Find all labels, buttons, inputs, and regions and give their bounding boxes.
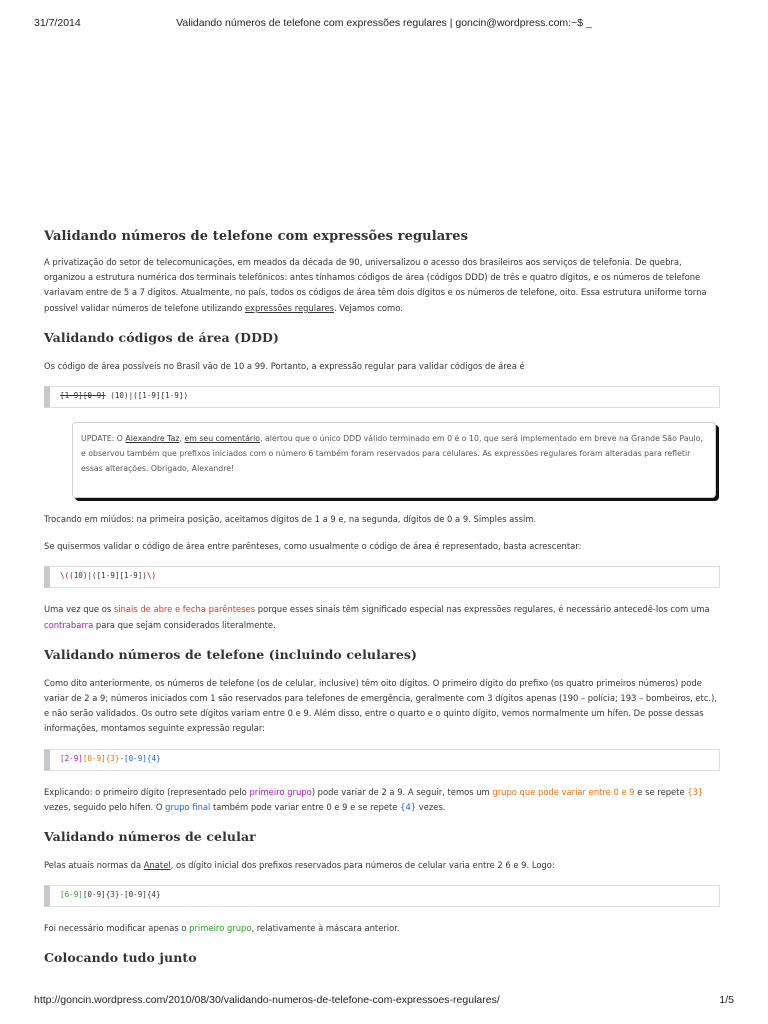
page-number: 1/5 xyxy=(719,994,734,1006)
p2-c: e se repete xyxy=(634,786,688,797)
p4-red: sinais de abre e fecha parênteses xyxy=(113,604,256,615)
mobile-paragraph-1 xyxy=(44,858,720,873)
phone-paragraph-2 xyxy=(44,785,720,815)
section-heading-phone: Validando números de telefone (incluindo celulares) xyxy=(44,646,418,662)
regex-link[interactable]: expressões regulares xyxy=(244,302,334,313)
ddd-paragraph-4 xyxy=(44,602,720,632)
code-group-1: [2-9] xyxy=(60,753,83,763)
p2-f: vezes. xyxy=(416,801,446,812)
section-heading-together: Colocando tudo junto xyxy=(44,950,197,966)
p2-orange-2: {3} xyxy=(687,786,704,797)
code-strike: [1-9][0-9] xyxy=(60,391,106,401)
update-text xyxy=(81,431,705,477)
article-title: Validando números de telefone com expressões regulares xyxy=(44,229,469,244)
m-p2-a: Foi necessário modificar apenas o xyxy=(44,923,190,934)
print-header xyxy=(0,17,768,33)
p4-c: para que sejam considerados literalmente. xyxy=(93,619,276,630)
intro-text: A privatização do setor de telecomunicações, em meados da década de 90, universalizou o acesso dos brasileiros aos serviços de telefonia. De quebra, organizou a estrutura numérica dos terminais telefônicos: antes tínhamos códigos de área (códigos DDD) de três e quatro dígitos, e os números de telefone variavam entre de 5 a 7 dígitos. Atualmente, no país, todos os códigos de área têm dois dígitos e os números de telefone, oito. Essa estrutura uniforme torna possível validar números de telefone utilizando xyxy=(44,257,707,313)
code-block-phone xyxy=(44,749,720,771)
code-dash: - xyxy=(119,753,125,763)
code-rest: (10)|([1-9][1-9]) xyxy=(105,391,189,401)
intro-tail: . Vejamos como. xyxy=(333,302,403,313)
update-body: , alertou que o único DDD válido terminado em 0 é o 10, que será implementado em breve na Grande São Paulo, e observou também que prefixos iniciados com o número 6 também foram reservados para celulares. As expressões regulares foram alteradas para refletir essas alterações. Obrigado, Alexandre! xyxy=(81,434,703,474)
p2-blue-1: grupo final xyxy=(165,801,211,812)
code-block-ddd-parens xyxy=(44,566,720,588)
p2-orange-1: grupo que pode variar entre 0 e 9 xyxy=(492,786,635,797)
comment-link[interactable]: em seu comentário xyxy=(184,434,261,444)
update-prefix: UPDATE: O xyxy=(81,434,126,444)
mobile-paragraph-2 xyxy=(44,921,720,936)
code-group-2: [0-9] xyxy=(82,753,106,763)
print-url: http://goncin.wordpress.com/2010/08/30/validando-numeros-de-telefone-com-expressoes-regulares/ xyxy=(34,994,500,1006)
update-sep: , xyxy=(179,434,185,444)
ddd-paragraph-2: Trocando em miúdos: na primeira posição, aceitamos dígitos de 1 a 9 e, na segunda, dígitos de 0 a 9. Simples assim. xyxy=(44,514,537,525)
print-footer xyxy=(0,994,768,1010)
phone-paragraph-1: Como dito anteriormente, os números de telefone (os de celular, inclusive) têm oito dígitos. O primeiro dígito do prefixo (os quatro primeiros números) pode variar de 2 a 9; números iniciados com 1 são reservados para telefones de emergência, geralmente com 3 dígitos apenas (190 – polícia; 193 – bombeiros, etc.), e não serão validados. Os outro sete dígitos variam entre 0 e 9. Além disso, entre o quarto e o quinto dígito, vemos normalmente um hífen. De posse dessas informações, montamos seguinte expressão regular: xyxy=(44,677,718,734)
p2-b: ) pode variar de 2 a 9. A seguir, temos um xyxy=(311,786,493,797)
code-quant-2: {4} xyxy=(146,753,161,763)
anatel-link[interactable]: Anatel xyxy=(143,860,171,871)
update-note xyxy=(72,422,716,498)
intro-paragraph xyxy=(44,255,720,316)
m-p2-green: primeiro grupo xyxy=(189,923,252,934)
article xyxy=(44,229,720,979)
code-close-paren: \) xyxy=(146,571,157,581)
code-open-paren: \( xyxy=(60,571,70,581)
code-group-3: [0-9] xyxy=(124,753,147,763)
code-mobile-rest: [0-9]{3}-[0-9]{4} xyxy=(82,890,161,900)
section-heading-ddd: Validando códigos de área (DDD) xyxy=(44,329,279,345)
print-date: 31/7/2014 xyxy=(34,17,81,29)
author-link[interactable]: Alexandre Taz xyxy=(125,434,180,444)
m-p1-b: , os dígito inicial dos prefixos reservados para números de celular varia entre 2 6 e 9. Logo: xyxy=(170,860,555,871)
m-p1-a: Pelas atuais normas da xyxy=(44,860,144,871)
p4-purple: contrabarra xyxy=(44,619,94,630)
p2-blue-2: {4} xyxy=(400,801,417,812)
section-heading-mobile: Validando números de celular xyxy=(44,829,256,845)
code-block-mobile xyxy=(44,885,720,907)
m-p2-b: , relativamente à máscara anterior. xyxy=(251,923,400,934)
p2-d: vezes, seguido pelo hífen. O xyxy=(44,801,166,812)
p2-purple: primeiro grupo xyxy=(249,786,312,797)
code-quant-1: {3} xyxy=(105,753,120,763)
ddd-paragraph-1: Os código de área possíveis no Brasil vão de 10 a 99. Portanto, a expressão regular para validar códigos de área é xyxy=(44,360,525,371)
p4-b: porque esses sinais têm significado especial nas expressões regulares, é necessário antecedê-los com uma xyxy=(255,604,710,615)
p2-a: Explicando: o primeiro dígito (representado pelo xyxy=(44,786,250,797)
print-page-title: Validando números de telefone com expressões regulares | goncin@wordpress.com:~$ _ xyxy=(176,17,592,29)
p2-e: também pode variar entre 0 e 9 e se repete xyxy=(210,801,401,812)
code-mobile-group-1: [6-9] xyxy=(60,890,83,900)
code-block-ddd xyxy=(44,386,720,408)
code-mid: (10)|([1-9][1-9]) xyxy=(69,571,147,581)
p4-a: Uma vez que os xyxy=(44,604,114,615)
ddd-paragraph-3: Se quisermos validar o código de área entre parênteses, como usualmente o código de área é representado, basta acrescentar: xyxy=(44,541,582,552)
